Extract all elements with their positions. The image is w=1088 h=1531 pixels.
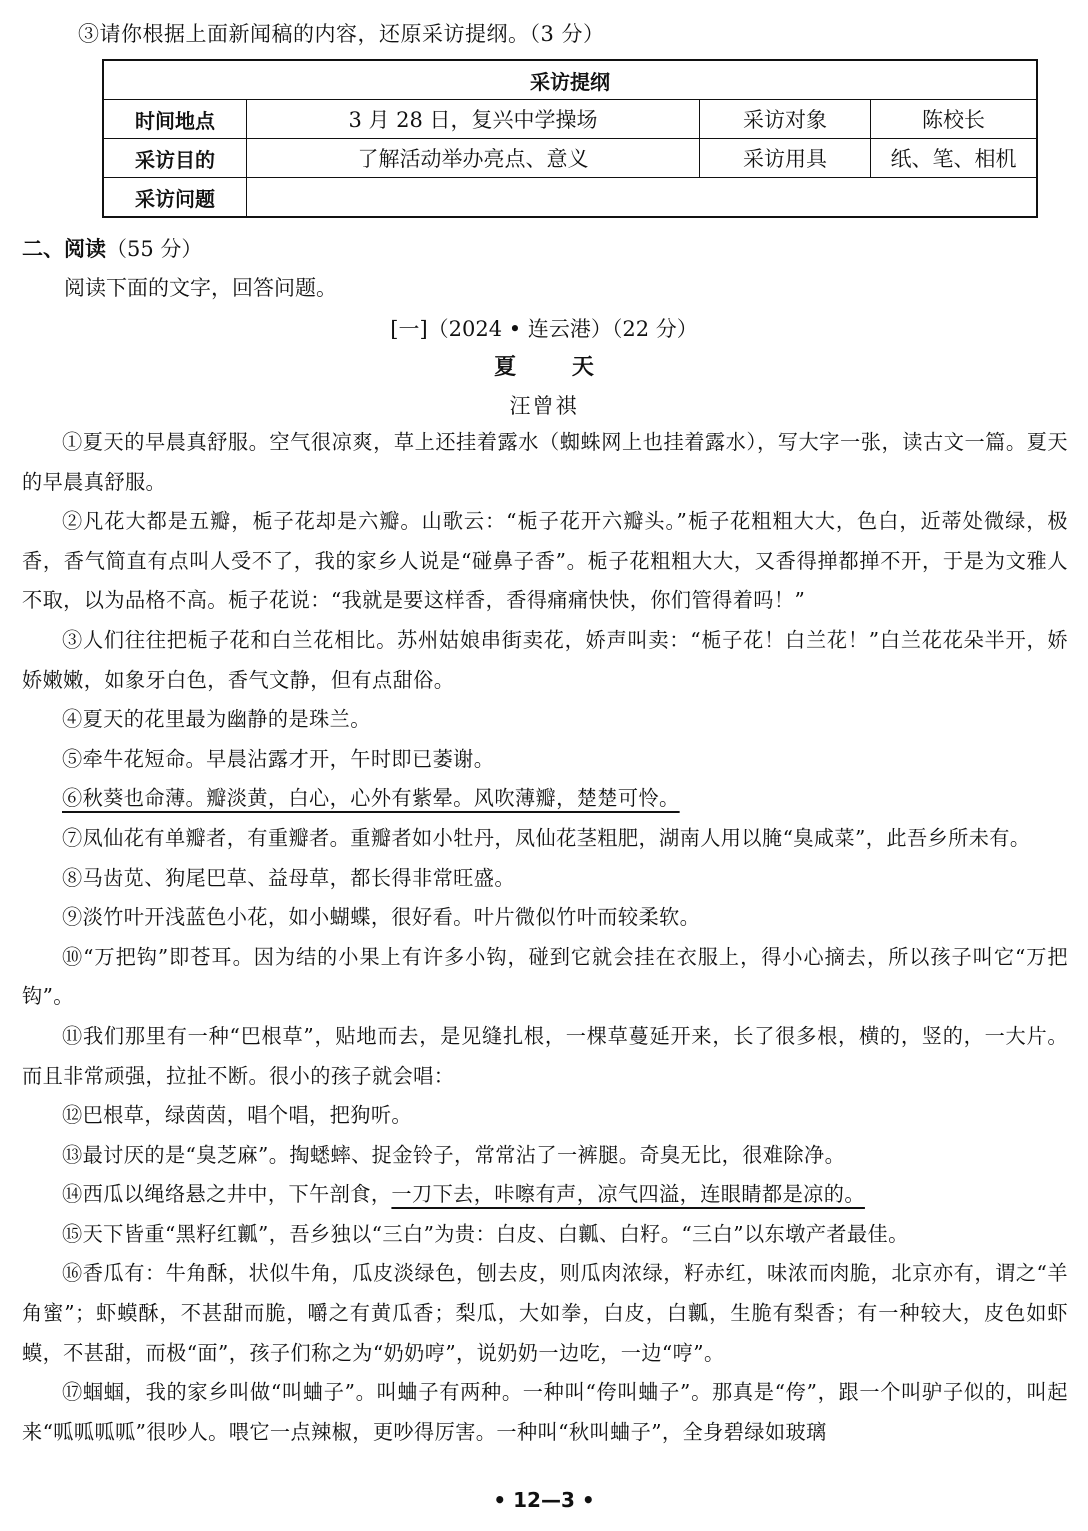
article-body: [22, 423, 1068, 1452]
interview-outline-table: [102, 59, 1038, 218]
underlined-sentence: ⑥秋葵也命薄。瓣淡黄，白心，心外有紫晕。风吹薄瓣，楚楚可怜。: [62, 786, 680, 811]
paragraph: ⑪我们那里有一种“巴根草”，贴地而去，是见缝扎根，一棵草蔓延开来，长了很多根，横的，竖的，一大片。而且非常顽强，拉扯不断。很小的孩子就会唱：: [22, 1023, 1068, 1088]
passage-source: [一]（2024 • 连云港）（22 分）: [390, 317, 698, 341]
cell-value-time-place: 3 月 28 日，复兴中学操场: [247, 100, 700, 139]
paragraph: ⑨淡竹叶开浅蓝色小花，如小蝴蝶，很好看。叶片微似竹叶而较柔软。: [62, 905, 701, 930]
article-title: 夏 天: [494, 355, 618, 380]
underlined-sentence: 一刀下去，咔嚓有声，凉气四溢，连眼睛都是凉的。: [391, 1182, 865, 1207]
paragraph-text: ⑭西瓜以绳络悬之井中，下午剖食，: [62, 1182, 392, 1207]
table-header-row: [103, 60, 1037, 100]
section-heading: [22, 233, 202, 263]
cell-label-purpose: 采访目的: [103, 139, 247, 178]
paragraph: ⑬最讨厌的是“臭芝麻”。掏蟋蟀、捉金铃子，常常沾了一裤腿。奇臭无比，很难除净。: [62, 1142, 846, 1167]
table-header: 采访提纲: [103, 60, 1037, 100]
table-row: [103, 139, 1037, 178]
paragraph: ⑰蝈蝈，我的家乡叫做“叫蛐子”。叫蛐子有两种。一种叫“侉叫蛐子”。那真是“侉”，跟一个叫驴子似的，叫起来“呱呱呱呱”很吵人。喂它一点辣椒，更吵得厉害。一种叫“秋叫蛐子”，全身碧绿如玻璃: [22, 1380, 1068, 1444]
paragraph: ③人们往往把栀子花和白兰花相比。苏州姑娘串街卖花，娇声叫卖：“栀子花！白兰花！”白兰花花朵半开，娇娇嫩嫩，如象牙白色，香气文静，但有点甜俗。: [22, 627, 1068, 692]
table-row: [103, 178, 1037, 218]
cell-value-tools: 纸、笔、相机: [871, 139, 1038, 178]
paragraph: ⑫巴根草，绿茵茵，唱个唱，把狗听。: [62, 1103, 412, 1128]
paragraph: ④夏天的花里最为幽静的是珠兰。: [62, 707, 371, 732]
page-number: • 12—3 •: [493, 1488, 595, 1512]
paragraph: ⑦凤仙花有单瓣者，有重瓣者。重瓣者如小牡丹，凤仙花茎粗肥，湖南人用以腌“臭咸菜”，此吾乡所未有。: [62, 825, 1031, 850]
section-title: 二、阅读: [22, 237, 106, 261]
paragraph: [22, 779, 1068, 819]
table-row: [103, 100, 1037, 139]
article-author: 汪曾祺: [509, 394, 579, 418]
cell-label-tools: 采访用具: [700, 139, 871, 178]
paragraph: ⑮天下皆重“黑籽红瓤”，吾乡独以“三白”为贵：白皮、白瓤、白籽。“三白”以东墩产者最佳。: [62, 1221, 909, 1246]
paragraph: ②凡花大都是五瓣，栀子花却是六瓣。山歌云：“栀子花开六瓣头。”栀子花粗粗大大，色白，近蒂处微绿，极香，香气简直有点叫人受不了，我的家乡人说是“碰鼻子香”。栀子花粗粗大大，又香得掸都掸不开，于是为文雅人不取，以为品格不高。栀子花说：“我就是要这样香，香得痛痛快快，你们管得着吗！”: [22, 509, 1068, 613]
cell-value-interviewee: 陈校长: [871, 100, 1038, 139]
paragraph: ⑩“万把钩”即苍耳。因为结的小果上有许多小钩，碰到它就会挂在衣服上，得小心摘去，所以孩子叫它“万把钩”。: [22, 944, 1068, 1009]
section-score: （55 分）: [106, 237, 203, 261]
cell-label-questions: 采访问题: [103, 178, 247, 218]
paragraph: ⑯香瓜有：牛角酥，状似牛角，瓜皮淡绿色，刨去皮，则瓜肉浓绿，籽赤红，味浓而肉脆，北京亦有，谓之“羊角蜜”；虾蟆酥，不甚甜而脆，嚼之有黄瓜香；梨瓜，大如拳，白皮，白瓤，生脆有梨香；有一种较大，皮色如虾蟆，不甚甜，而极“面”，孩子们称之为“奶奶哼”，说奶奶一边吃，一边“哼”。: [22, 1261, 1068, 1365]
cell-value-purpose: 了解活动举办亮点、意义: [247, 139, 700, 178]
question-3: ③请你根据上面新闻稿的内容，还原采访提纲。（3 分）: [78, 22, 605, 46]
paragraph: ⑤牵牛花短命。早晨沾露才开，午时即已萎谢。: [62, 746, 495, 771]
paragraph: [22, 1175, 1068, 1215]
cell-label-time-place: 时间地点: [103, 100, 247, 139]
cell-value-questions-answer-area: [247, 178, 1038, 218]
paragraph: ①夏天的早晨真舒服。空气很凉爽，草上还挂着露水（蜘蛛网上也挂着露水），写大字一张，读古文一篇。夏天的早晨真舒服。: [22, 430, 1068, 494]
paragraph: ⑧马齿苋、狗尾巴草、益母草，都长得非常旺盛。: [62, 865, 515, 890]
reading-instruction: 阅读下面的文字，回答问题。: [64, 276, 337, 300]
cell-label-interviewee: 采访对象: [700, 100, 871, 139]
